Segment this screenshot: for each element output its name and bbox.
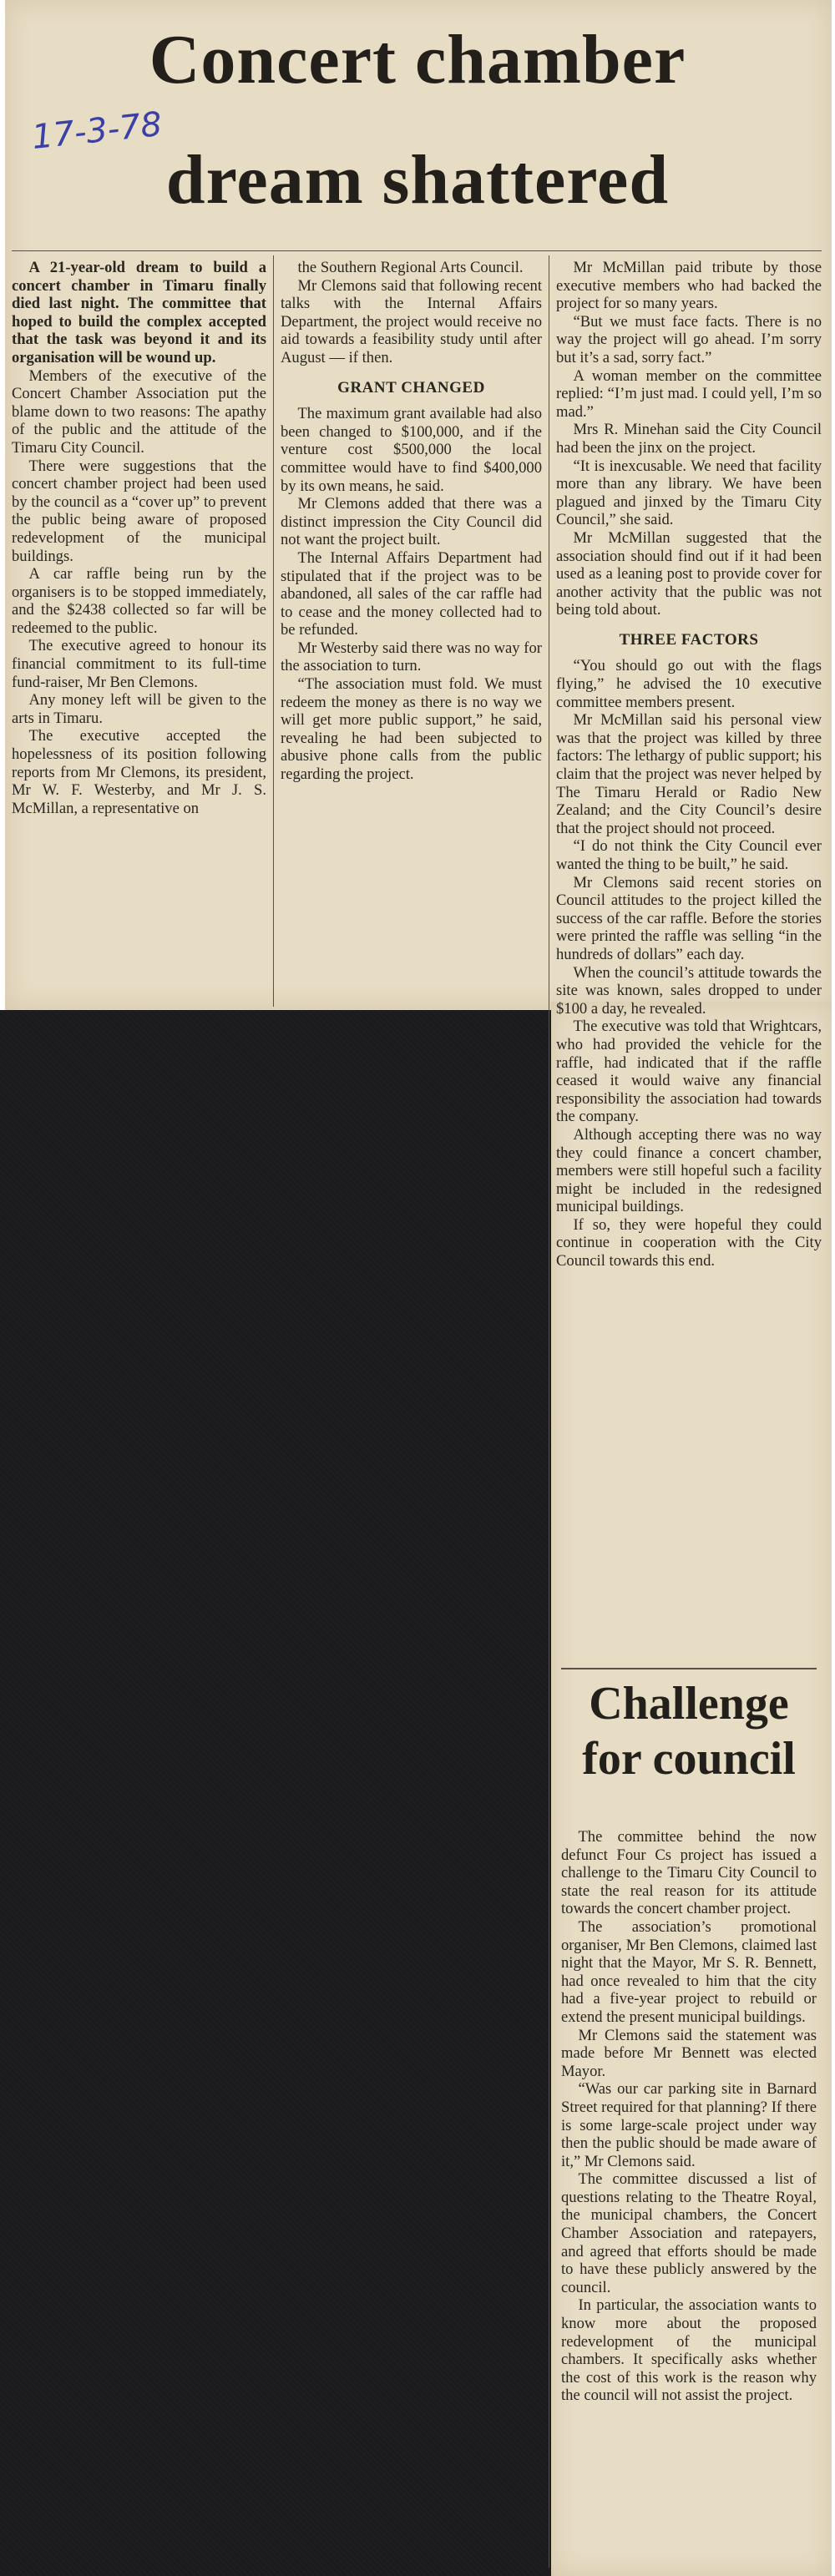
paragraph: “The association must fold. We must redeem the money as there is no way we will get more public support,” he said, revealing he had been subjected to abusive phone calls from the public regarding the project. <box>281 675 542 784</box>
column-divider-1 <box>273 255 274 1007</box>
paragraph: “But we must face facts. There is no way the project will go ahead. I’m sorry but it’s a sad, sorry fact.” <box>556 312 822 366</box>
paragraph: The executive accepted the hopelessness of its position following reports from Mr Clemons, its president, Mr W. F. Westerby, and Mr J. S. McMillan, a representative on <box>12 727 266 817</box>
paragraph: Members of the executive of the Concert Chamber Association put the blame down to two reasons: The apathy of the public and the attitude of the Timaru City Council. <box>12 366 266 457</box>
paragraph: “You should go out with the flags flying,” he advised the 10 executive committee members present. <box>556 657 822 711</box>
paragraph: Mr Clemons added that there was a distinct impression the City Council did not want the project built. <box>281 495 542 549</box>
paragraph: Mr Clemons said recent stories on Council attitudes to the project killed the success of the car raffle. Before the stories were printed the raffle was selling “in the hundreds of dollars” each day. <box>556 873 822 963</box>
paragraph: Any money left will be given to the arts in Timaru. <box>12 691 266 727</box>
headline-underline <box>12 250 822 251</box>
paragraph: “Was our car parking site in Barnard Street required for that planning? If there is some large-scale project under way then the public should be made aware of it,” Mr Clemons said. <box>561 2080 817 2170</box>
section-heading: THREE FACTORS <box>619 630 759 649</box>
article-column-1 <box>12 259 266 817</box>
subheadline-line-1: Challenge <box>589 1678 789 1730</box>
paragraph: The maximum grant available had also been changed to $100,000, and if the venture cost $500,000 the local committee would have to find $400,000 by its own means, he said. <box>281 405 542 495</box>
paragraph: If so, they were hopeful they could continue in cooperation with the City Council towards this end. <box>556 1215 822 1270</box>
paragraph: Mr Westerby said there was no way for the association to turn. <box>281 639 542 675</box>
paragraph: the Southern Regional Arts Council. <box>297 259 524 276</box>
paragraph: The executive was told that Wrightcars, who had provided the vehicle for the raffle, had indicated that if the raffle ceased it would waive any financial responsibility the association had towards the company. <box>556 1018 822 1126</box>
paragraph: When the council’s attitude towards the site was known, sales dropped to under $100 a day, he revealed. <box>556 963 822 1018</box>
paragraph: The association’s promotional organiser, Mr Ben Clemons, claimed last night that the Mayor, Mr S. R. Bennett, had once revealed to him that the city had a five-year project to rebuild or extend the present municipal buildings. <box>561 1917 817 2026</box>
paragraph: The Internal Affairs Department had stipulated that if the project was to be abandoned, all sales of the car raffle had to cease and the money collected had to be refunded. <box>281 548 542 639</box>
paragraph: There were suggestions that the concert chamber project had been used by the council as a “cover up” to prevent the public being aware of proposed redevelopment of the municipal buildings. <box>12 457 266 565</box>
paragraph: Mr Clemons said that following recent talks with the Internal Affairs Department, the project would receive no aid towards a feasibility study until after August — if then. <box>281 276 542 366</box>
paragraph: Mr Clemons said the statement was made before Mr Bennett was elected Mayor. <box>561 2026 817 2080</box>
paragraph: Mr McMillan suggested that the association should find out if it had been used as a leaning post to provide cover for another activity that the public was not being told about. <box>556 528 822 619</box>
paragraph: “It is inexcusable. We need that facility more than any library. We have been plagued and jinxed by the Timaru City Council,” she said. <box>556 457 822 529</box>
challenge-article-column <box>561 1828 817 2405</box>
paragraph: A woman member on the committee replied: “I’m just mad. I could yell, I’m so mad.” <box>556 366 822 421</box>
paragraph: The executive agreed to honour its financial commitment to its full-time fund-raiser, Mr Ben Clemons. <box>12 637 266 691</box>
handwritten-date: 17-3-78 <box>30 104 164 158</box>
subheadline-line-2: for council <box>582 1733 796 1785</box>
paragraph: The committee discussed a list of questions relating to the Theatre Royal, the municipal chambers, the Concert Chamber Association and ratepayers, and agreed that efforts should be made to have these publicly answered by the council. <box>561 2170 817 2296</box>
article-column-2 <box>281 259 542 784</box>
section-heading: GRANT CHANGED <box>337 378 485 397</box>
article-column-3 <box>556 259 822 1270</box>
subheadline <box>561 1676 817 1786</box>
paragraph: Mrs R. Minehan said the City Council had been the jinx on the project. <box>556 421 822 457</box>
paragraph: In particular, the association wants to know more about the proposed redevelopment of the municipal chambers. It specifically asks whether the cost of this work is the reason why the council will not assist the project. <box>561 2296 817 2405</box>
paragraph: A car raffle being run by the organisers is to be stopped immediately, and the $2438 collected so far will be redeemed to the public. <box>12 565 266 637</box>
paragraph: Mr McMillan paid tribute by those executive members who had backed the project for so many years. <box>556 259 822 313</box>
paragraph: Mr McMillan said his personal view was that the project was killed by three factors: The lethargy of public support; his claim that the project was never helped by The Timaru Herald or Radio New Zealand; and the City Council’s desire that the project should not proceed. <box>556 711 822 837</box>
paragraph: “I do not think the City Council ever wanted the thing to be built,” he said. <box>556 837 822 873</box>
paragraph: The committee behind the now defunct Four Cs project has issued a challenge to the Timaru City Council to state the real reason for its attitude towards the concert chamber project. <box>561 1828 817 1918</box>
paragraph: Although accepting there was no way they could finance a concert chamber, members were still hopeful such a facility might be included in the redesigned municipal buildings. <box>556 1125 822 1216</box>
dark-background <box>0 1010 553 2576</box>
headline-line-2: dream shattered <box>165 141 670 219</box>
subheadline-rule <box>561 1668 817 1669</box>
paragraph: A 21-year-old dream to build a concert chamber in Timaru finally died last night. The committee that hoped to build the complex accepted that the task was beyond it and its organisation will be wound up. <box>12 259 266 366</box>
headline-line-1: Concert chamber <box>149 21 686 98</box>
